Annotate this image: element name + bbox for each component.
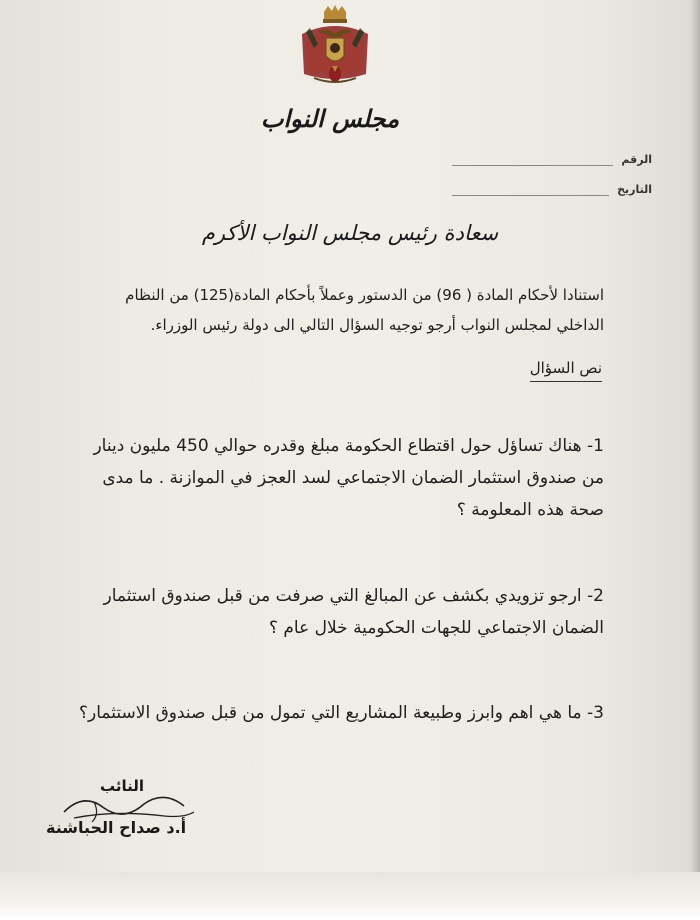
- jordan-coat-of-arms-icon: [296, 4, 374, 90]
- question-line: من صندوق استثمار الضمان الاجتماعي لسد العجز في الموازنة . ما مدى: [102, 468, 604, 488]
- reference-number-line: [452, 156, 613, 166]
- question-item: [79, 697, 604, 729]
- page-bottom-band: [0, 872, 700, 920]
- question-line: 3- ما هي اهم وابرز وطبيعة المشاريع التي تمول من قبل صندوق الاستثمار؟: [79, 703, 604, 723]
- question-line: الضمان الاجتماعي للجهات الحكومية خلال عام ؟: [268, 618, 604, 638]
- question-line: 2- ارجو تزويدي بكشف عن المبالغ التي صرفت من قبل صندوق استثمار: [103, 586, 604, 606]
- question-item: [104, 580, 605, 644]
- reference-number-field: [452, 153, 652, 166]
- salutation: سعادة رئيس مجلس النواب الأكرم: [201, 221, 499, 245]
- question-heading: نص السؤال: [530, 355, 602, 382]
- date-field: [452, 183, 652, 196]
- question-item: [93, 430, 604, 526]
- question-line: 1- هناك تساؤل حول اقتطاع الحكومة مبلغ وقدره حوالي 450 مليون دينار: [93, 436, 604, 456]
- intro-line: الداخلي لمجلس النواب أرجو توجيه السؤال التالي الى دولة رئيس الوزراء.: [150, 316, 604, 334]
- date-line: [452, 186, 609, 196]
- intro-line: استنادا لأحكام المادة ( 96) من الدستور وعملاً بأحكام المادة(125) من النظام: [125, 286, 604, 304]
- question-line: صحة هذه المعلومة ؟: [456, 500, 604, 520]
- signer-name: أ.د صداح الحباشنة: [46, 818, 187, 837]
- date-label: التاريخ: [617, 183, 652, 196]
- page-edge-shadow: [690, 0, 700, 920]
- reference-number-label: الرقم: [621, 153, 652, 166]
- institution-title: مجلس النواب: [260, 104, 400, 133]
- intro-paragraph: [125, 280, 604, 340]
- signer-title: النائب: [100, 777, 145, 795]
